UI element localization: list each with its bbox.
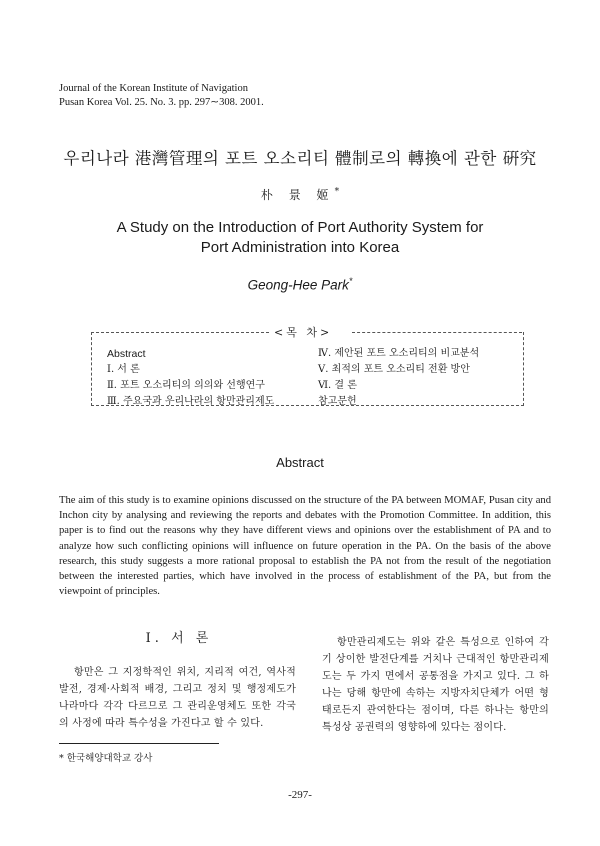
toc-border-top-right: [352, 332, 522, 333]
toc-item: Ⅵ. 결 론: [318, 380, 357, 391]
toc-left-column: [107, 346, 274, 410]
body-column-left: [59, 664, 296, 732]
page-number: -297-: [288, 789, 312, 801]
abstract-body: The aim of this study is to examine opinions discussed on the structure of the PA between MOMAF, Pusan city and Inchon city by analysing and reviewing the reports and debates with the Promotion Committee. In addition, this paper is to find out the reasons why they have different views and opinions over the establishment of PA and to analyze how such conflicting opinions will influence on future operation in the PA. On the basis of the above research, this study suggests a more rational proposal to establish the PA not from the result of the negotiation between the interested parties, which have involved in the process of establishment of the PA, but from the viewpoint of principles.: [59, 495, 551, 598]
author-mark: *: [334, 187, 340, 197]
toc-item: Abstract: [107, 348, 146, 360]
journal-line-2: Pusan Korea Vol. 25. No. 3. pp. 297∼308. 2001.: [59, 97, 264, 108]
author-korean-name: 朴 景 姬: [260, 188, 335, 202]
toc-border-top-left: [91, 332, 269, 333]
toc-item: Ⅰ. 서 론: [107, 364, 140, 375]
title-en-line-2: Port Administration into Korea: [200, 239, 400, 256]
toc-item: Ⅱ. 포트 오소리티의 의의와 선행연구: [107, 380, 265, 391]
journal-line-1: Journal of the Korean Institute of Navigation: [59, 83, 248, 94]
toc-item: 참고문헌: [318, 396, 357, 407]
paper-title-english: [0, 218, 600, 258]
paragraph: 항만은 그 지정학적인 위치, 지리적 여건, 역사적 발전, 경제·사회적 배경, 그리고 정치 및 행정제도가 나라마다 각각 다르므로 그 관리운영체도 또한 각국의 사정에 따라 특수성을 가진다고 할 수 있다.: [59, 667, 296, 729]
paper-title-korean: 우리나라 港灣管理의 포트 오소리티 體制로의 轉換에 관한 硏究: [63, 149, 537, 168]
author-english: [0, 276, 600, 293]
toc-item: Ⅲ. 주요국과 우리나라의 항만관리제도: [107, 396, 275, 407]
toc-item: Ⅳ. 제안된 포트 오소리티의 비교분석: [318, 348, 480, 359]
paragraph: 항만관리제도는 위와 같은 특성으로 인하여 각기 상이한 발전단계를 거치나 근대적인 항만관리제도는 두 가지 면에서 공통점을 가지고 있다. 그 하나는 당해 항만에 속하는 지방자치단체가 어떤 형태로든지 관여한다는 점이며, 다른 하나는 항만의 특성상 공권력의 영향하에 있다는 점이다.: [322, 637, 549, 733]
author-mark-en: *: [348, 276, 353, 286]
toc-right-column: [318, 346, 479, 410]
footnote-rule: [59, 743, 219, 744]
author-korean: [0, 186, 600, 203]
author-english-name: Geong-Hee Park: [247, 277, 349, 293]
body-column-right: [322, 634, 549, 736]
section-heading-introduction: Ⅰ. 서 론: [145, 631, 213, 646]
toc-heading: <목 차>: [274, 326, 333, 339]
footnote: * 한국해양대학교 강사: [59, 753, 153, 764]
abstract-heading: Abstract: [276, 455, 324, 470]
toc-item: Ⅴ. 최적의 포트 오소리티 전환 방안: [318, 364, 470, 375]
title-en-line-1: A Study on the Introduction of Port Authority System for: [116, 219, 484, 236]
journal-info: [59, 82, 264, 110]
